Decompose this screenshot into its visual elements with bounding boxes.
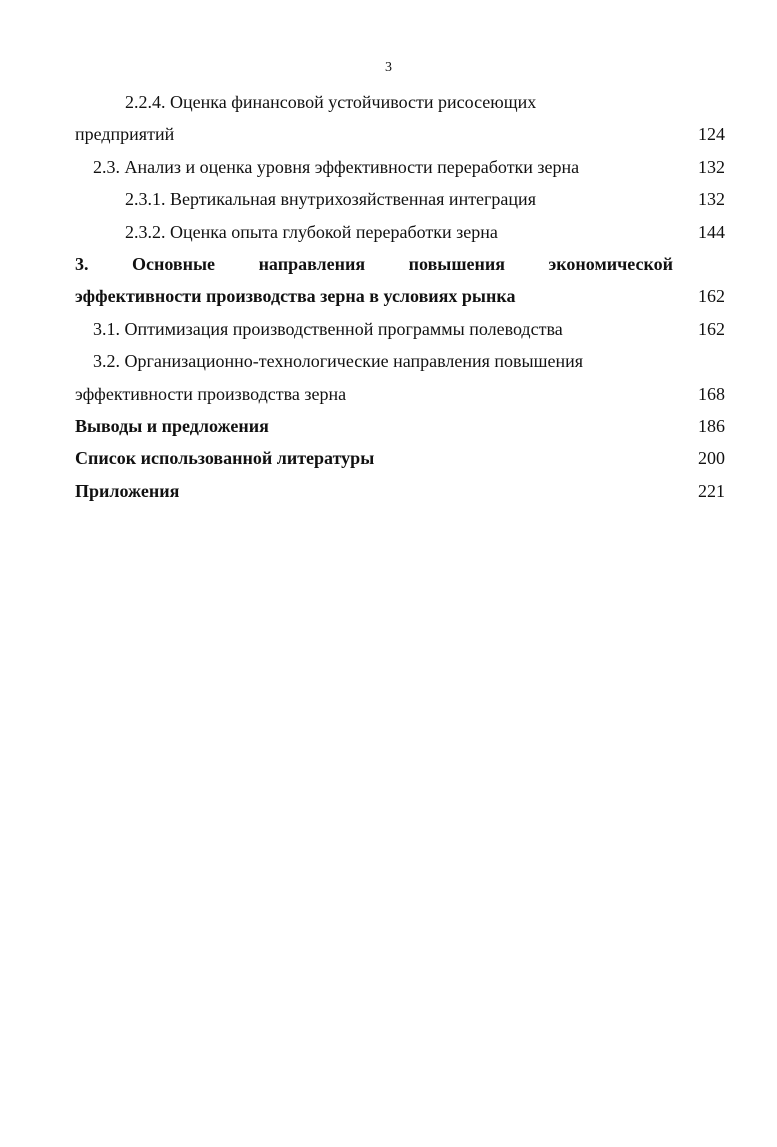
- toc-entry-page: 144: [698, 221, 725, 242]
- toc-entry-text: 2.3. Анализ и оценка уровня эффективности переработки зерна: [93, 156, 580, 177]
- toc-word: 3.: [75, 253, 89, 274]
- toc-word: экономической: [548, 253, 673, 274]
- toc-entry-2-3-2: [75, 216, 725, 248]
- toc-entry-3-2-line-1: [75, 345, 725, 377]
- table-of-contents: [75, 86, 725, 507]
- toc-entry-3-line-2: [75, 280, 725, 312]
- toc-entry-3-2-line-2: [75, 378, 725, 410]
- toc-entry-text: 2.3.1. Вертикальная внутрихозяйственная интеграция: [125, 189, 536, 210]
- toc-entry-2-2-4-line-1: [75, 86, 725, 118]
- toc-entry-2-3: [75, 151, 725, 183]
- toc-entry-3-1: [75, 313, 725, 345]
- toc-entry-page: 221: [698, 480, 725, 501]
- toc-entry-conclusions: [75, 410, 725, 442]
- toc-entry-page: 200: [698, 448, 725, 469]
- toc-entry-2-2-4-line-2: [75, 118, 725, 150]
- toc-entry-text: 2.2.4. Оценка финансовой устойчивости рисосеющих: [125, 92, 537, 112]
- toc-entry-page: 132: [698, 156, 725, 177]
- toc-entry-text: эффективности производства зерна: [75, 383, 347, 404]
- toc-entry-page: 186: [698, 415, 725, 436]
- toc-entry-text: предприятий: [75, 124, 175, 145]
- page-number: 3: [385, 60, 392, 75]
- toc-entry-3-line-1: [75, 248, 725, 280]
- toc-entry-page: 168: [698, 383, 725, 404]
- toc-entry-text: Приложения: [75, 480, 180, 501]
- toc-entry-text: Выводы и предложения: [75, 415, 269, 436]
- toc-entry-references: [75, 442, 725, 474]
- toc-entry-page: 132: [698, 189, 725, 210]
- toc-entry-page: 124: [698, 124, 725, 145]
- toc-entry-appendices: [75, 475, 725, 507]
- toc-entry-justified-text: [75, 248, 673, 280]
- toc-entry-2-3-1: [75, 183, 725, 215]
- toc-entry-text: эффективности производства зерна в условиях рынка: [75, 286, 516, 307]
- toc-entry-text: 3.2. Организационно-технологические направления повышения: [93, 351, 584, 372]
- toc-word: направления: [258, 253, 366, 274]
- toc-entry-page: 162: [698, 286, 725, 307]
- toc-entry-text: 3.1. Оптимизация производственной программы полеводства: [93, 318, 563, 339]
- toc-entry-page: 162: [698, 318, 725, 339]
- toc-word: Основные: [132, 253, 216, 274]
- toc-word: повышения: [408, 253, 506, 274]
- toc-entry-text: 2.3.2. Оценка опыта глубокой переработки зерна: [125, 221, 498, 242]
- toc-entry-text: Список использованной литературы: [75, 448, 375, 469]
